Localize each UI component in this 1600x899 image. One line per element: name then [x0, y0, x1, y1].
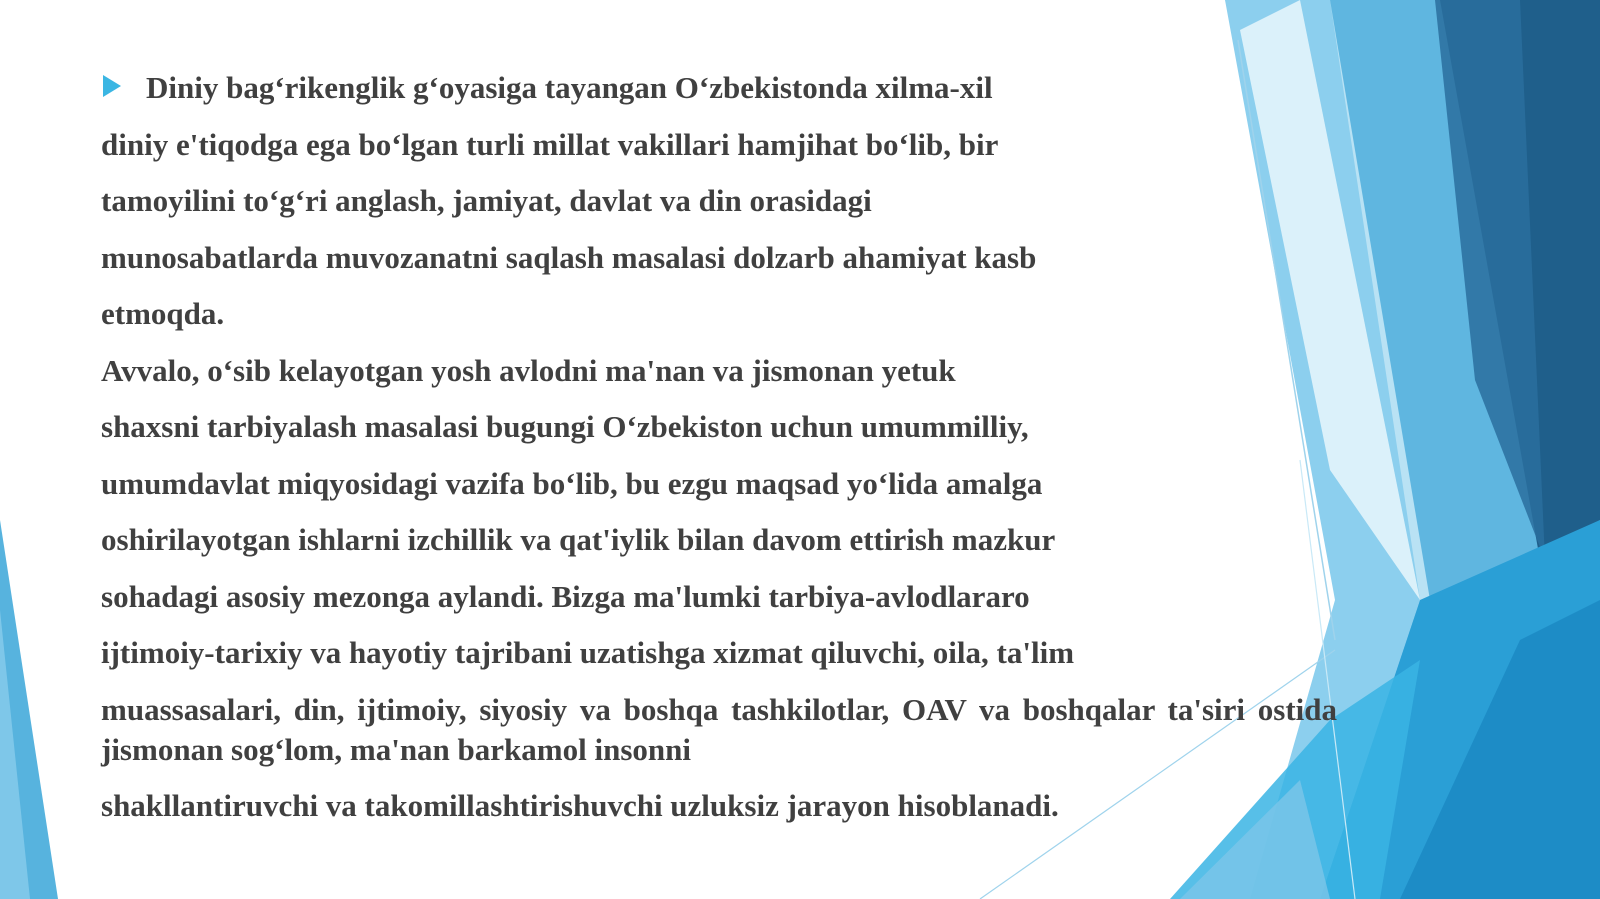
slide-body: [101, 68, 1337, 842]
text-line: tamoyilini to‘g‘ri anglash, jamiyat, davlat va din orasidagi: [101, 183, 872, 218]
text-line-justified: muassasalari, din, ijtimoiy, siyosiy va boshqa tashkilotlar, OAV va boshqalar ta'siri ostida jismonan sog‘lom, ma'nan barkamol insonni: [101, 691, 1337, 767]
text-line: oshirilayotgan ishlarni izchillik va qat'iylik bilan davom ettirish mazkur: [101, 522, 1056, 557]
text-line: shaxsni tarbiyalash masalasi bugungi O‘zbekiston uchun umummilliy,: [101, 409, 1029, 444]
bullet-line: [101, 68, 1337, 125]
text-line: etmoqda.: [101, 296, 225, 331]
text-line: Diniy bag‘rikenglik g‘oyasiga tayangan O‘zbekistonda xilma-xil: [146, 70, 993, 105]
text-line: Avvalo, o‘sib kelayotgan yosh avlodni ma'nan va jismonan yetuk: [101, 352, 956, 388]
text-line: munosabatlarda muvozanatni saqlash masalasi dolzarb ahamiyat kasb: [101, 239, 1037, 275]
text-line: sohadagi asosiy mezonga aylandi. Bizga ma'lumki tarbiya-avlodlararo: [101, 578, 1030, 614]
text-line: ijtimoiy-tarixiy va hayotiy tajribani uzatishga xizmat qiluvchi, oila, ta'lim: [101, 635, 1075, 670]
bullet-arrow-icon: [103, 75, 121, 97]
text-line: diniy e'tiqodga ega bo‘lgan turli millat vakillari hamjihat bo‘lib, bir: [101, 126, 999, 162]
text-line: umumdavlat miqyosidagi vazifa bo‘lib, bu ezgu maqsad yo‘lida amalga: [101, 465, 1043, 501]
text-line: shakllantiruvchi va takomillashtirishuvchi uzluksiz jarayon hisoblanadi.: [101, 787, 1059, 823]
